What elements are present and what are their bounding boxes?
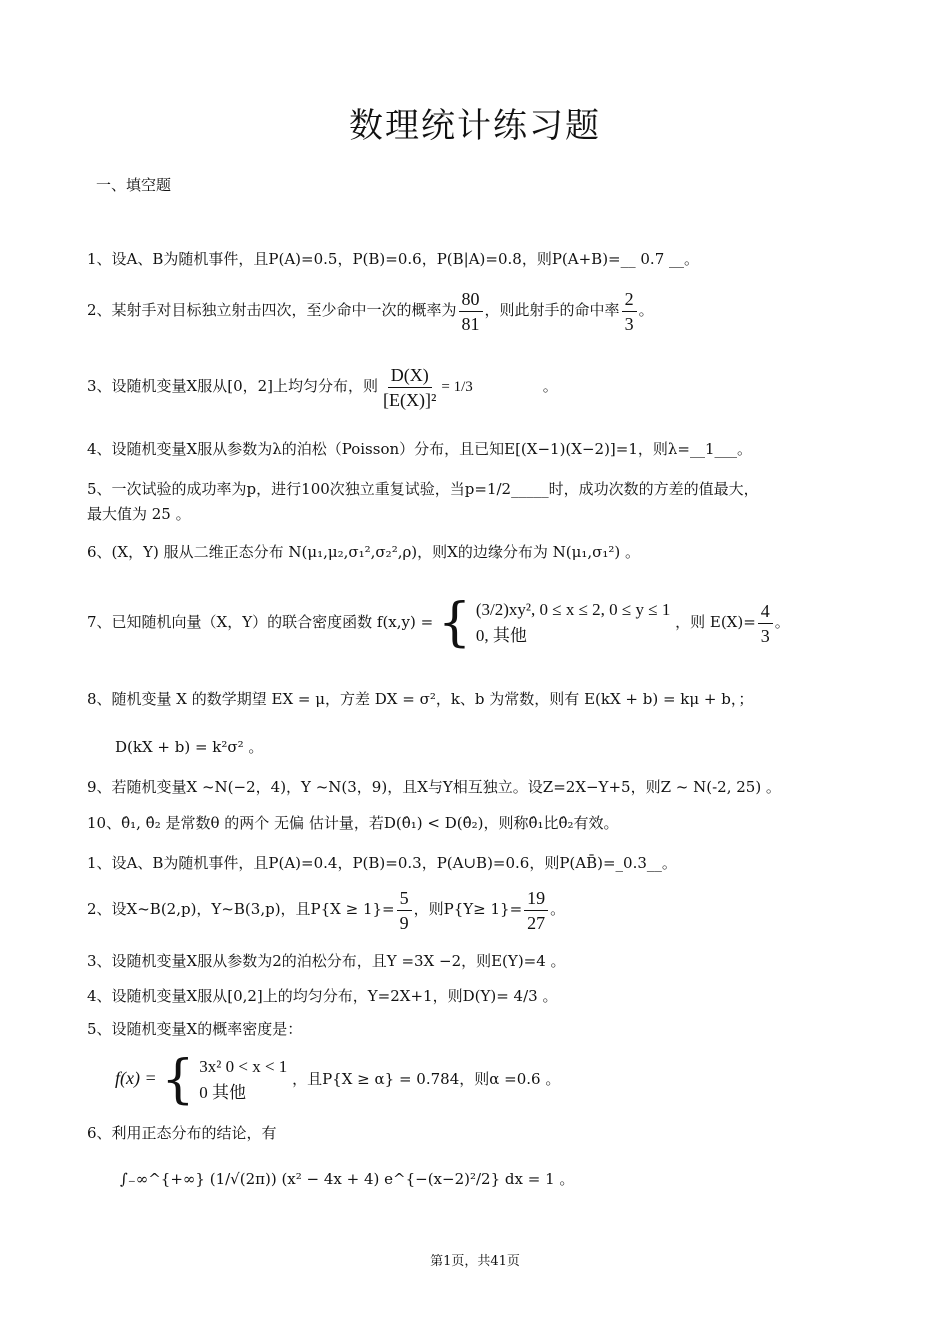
- question-8b: D(kX + b) = k²σ² 。: [115, 738, 264, 756]
- review-1: 1、设A、B为随机事件，且P(A)=0.4，P(B)=0.3，P(A∪B)=0.6，则P(AB̄)=_0.3__。: [87, 854, 677, 872]
- fraction-4-3: $\frac{4}{3}$: [758, 599, 773, 648]
- fraction-2-3: $\frac{2}{3}$: [622, 287, 637, 336]
- fraction-dx-ex: $\frac{D(X)}{\text{[E(X)]²}}$: [383, 364, 437, 410]
- review-5-formula: f(x) = { 3x² 0 < x < 1 0 其他 ，且P{X ≥ α} = 0.784，则α =0.6 。: [115, 1050, 561, 1110]
- page-title: 数理统计练习题: [349, 106, 601, 146]
- review-3: 3、设随机变量X服从参数为2的泊松分布，且Y =3X −2，则E(Y)=4 。: [87, 952, 566, 970]
- question-5a: 5、一次试验的成功率为p，进行100次独立重复试验，当p=1/2_____时，成功次数的方差的值最大，: [87, 480, 759, 498]
- review-4: 4、设随机变量X服从[0,2]上的均匀分布，Y=2X+1，则D(Y)= 4/3 。: [87, 987, 558, 1005]
- question-10: 10、θ̂₁, θ̂₂ 是常数θ 的两个 无偏 估计量，若D(θ̂₁) < D(θ̂₂)，则称θ̂₁比θ̂₂有效。: [87, 814, 619, 832]
- review-5: 5、设随机变量X的概率密度是：: [87, 1020, 303, 1038]
- question-2: 2、某射手对目标独立射击四次，至少命中一次的概率为 $\frac{80}{81}$ ，则此射手的命中率 $\frac{2}{3}$ 。: [87, 288, 654, 334]
- piecewise-cases: (3/2)xy², 0 ≤ x ≤ 2, 0 ≤ y ≤ 1 0, 其他: [475, 600, 671, 645]
- question-2-text: 2、某射手对目标独立射击四次，至少命中一次的概率为: [87, 301, 457, 319]
- piecewise-cases: 3x² 0 < x < 1 0 其他: [199, 1057, 288, 1102]
- left-brace: {: [161, 1050, 195, 1110]
- question-3: 3、设随机变量X服从[0，2]上均匀分布，则 $\frac{D(X)}{\text{[E(X)]²}}$ = 1/3 。: [87, 364, 558, 410]
- left-brace: {: [437, 593, 472, 653]
- fraction-80-81: $\frac{80}{81}$: [459, 287, 483, 336]
- review-2: 2、设X~B(2,p)，Y~B(3,p)，且P{X ≥ 1}= $\frac{5}{9}$ ，则P{Y≥ 1}= $\frac{19}{27}$ 。: [87, 887, 566, 933]
- question-1: 1、设A、B为随机事件，且P(A)=0.5，P(B)=0.6，P(B|A)=0.8，则P(A+B)=__ 0.7 __。: [87, 250, 700, 268]
- fraction-5-9: $\frac{5}{9}$: [397, 886, 412, 935]
- question-5b: 最大值为 25 。: [87, 505, 191, 523]
- question-8a: 8、随机变量 X 的数学期望 EX = μ，方差 DX = σ²，k、b 为常数，则有 E(kX + b) = kμ + b，；: [87, 690, 754, 708]
- question-7: 7、已知随机向量（X，Y）的联合密度函数 f(x,y) = { (3/2)xy², 0 ≤ x ≤ 2, 0 ≤ y ≤ 1 0, 其他 ，则 E(X)= $\frac{4}{3}$ 。: [87, 593, 790, 653]
- review-6: 6、利用正态分布的结论，有: [87, 1124, 277, 1142]
- review-6-formula: ∫₋∞^{+∞} (1/√(2π)) (x² − 4x + 4) e^{−(x−2)²/2} dx = 1 。: [120, 1170, 575, 1188]
- question-9: 9、若随机变量X ~N(−2，4)，Y ~N(3，9)，且X与Y相互独立。设Z=2X−Y+5，则Z ~ N(-2, 25) 。: [87, 778, 781, 796]
- fraction-19-27: $\frac{19}{27}$: [524, 886, 548, 935]
- question-4: 4、设随机变量X服从参数为λ的泊松（Poisson）分布，且已知E[(X−1)(X−2)]=1，则λ=__1___。: [87, 440, 753, 458]
- section-heading: 一、填空题: [96, 176, 172, 194]
- question-6: 6、(X，Y) 服从二维正态分布 N(μ₁,μ₂,σ₁²,σ₂²,ρ)，则X的边缘分布为 N(μ₁,σ₁²) 。: [87, 543, 640, 561]
- page-footer: 第1页，共41页: [430, 1254, 520, 1269]
